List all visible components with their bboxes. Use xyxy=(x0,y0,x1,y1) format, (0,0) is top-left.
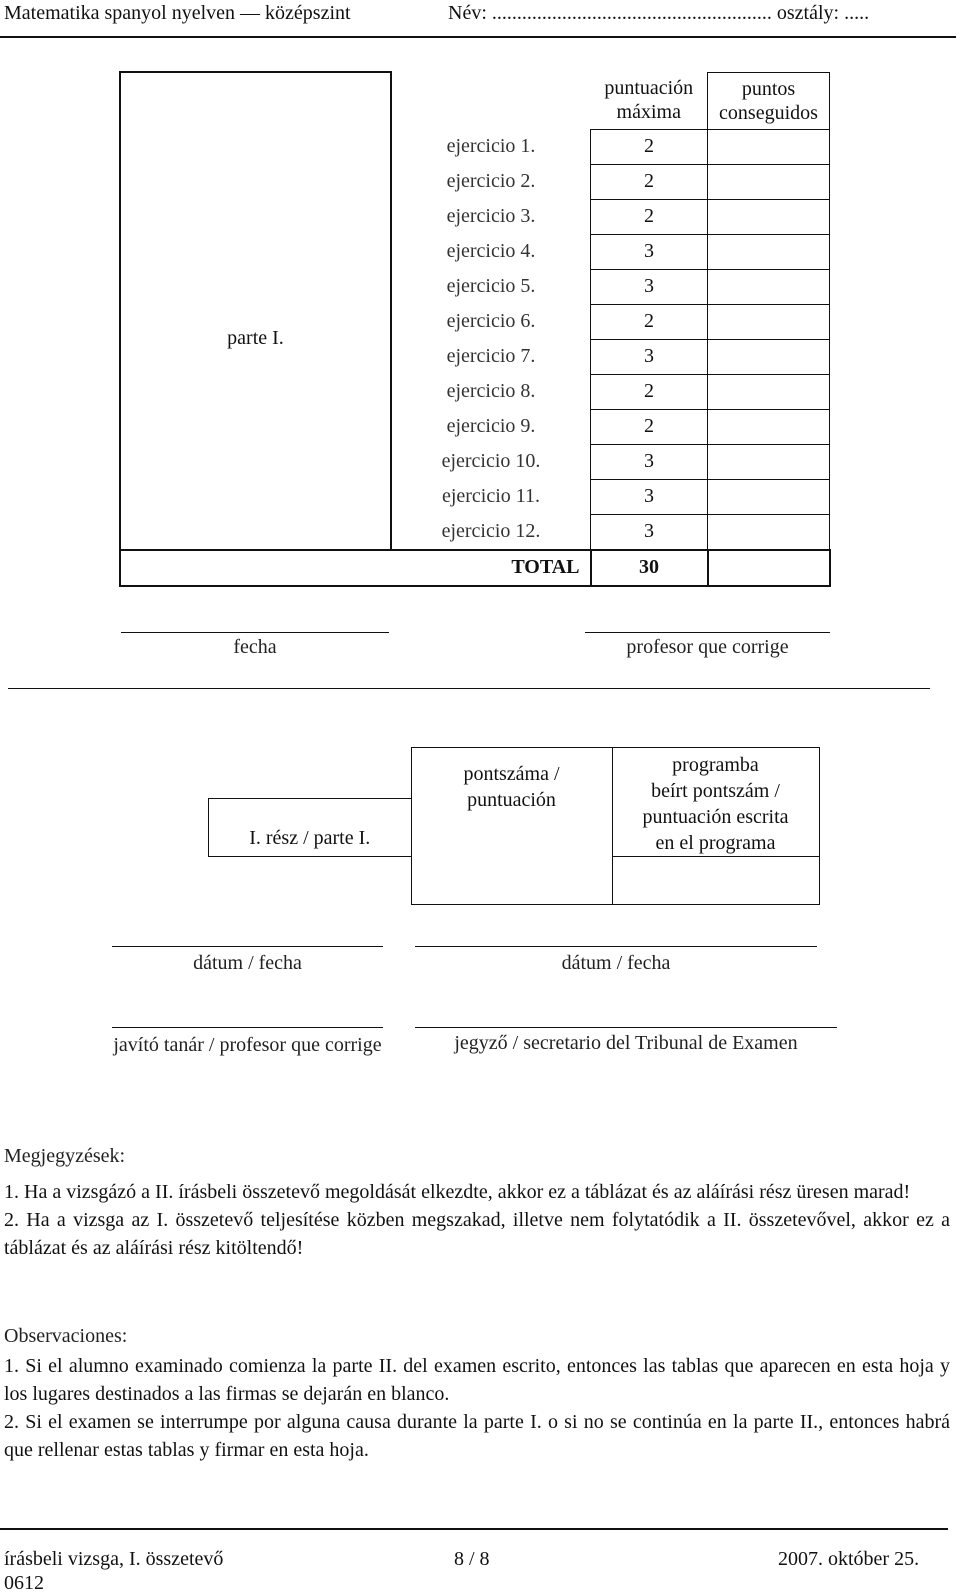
date-signature-line[interactable] xyxy=(121,632,389,633)
rt-col1-header: pontszáma / puntuación xyxy=(411,748,612,857)
exercise-label: ejercicio 6. xyxy=(446,310,536,332)
exercise-label: ejercicio 7. xyxy=(446,345,536,367)
notes-es-2: 2. Si el examen se interrumpe por alguna causa durante la parte I. o si no se continúa en la parte II., entonces habrá que rellenar estas tablas y firmar en esta hoja. xyxy=(4,1411,950,1461)
max-score: 3 xyxy=(591,514,708,550)
exercise-label: ejercicio 2. xyxy=(446,170,536,192)
rt-score-cell[interactable] xyxy=(411,857,612,905)
rt-row-label: I. rész / parte I. xyxy=(209,798,412,856)
col-max-header: puntuación máxima xyxy=(604,77,694,124)
max-score: 3 xyxy=(591,234,708,269)
max-score: 2 xyxy=(591,304,708,339)
teacher-signature-line[interactable] xyxy=(585,632,830,633)
max-score: 2 xyxy=(591,199,708,234)
rt-program-cell[interactable] xyxy=(612,857,819,905)
max-score: 3 xyxy=(591,479,708,514)
section-divider xyxy=(8,688,930,689)
score-input-cell[interactable] xyxy=(708,374,830,409)
max-score: 2 xyxy=(591,374,708,409)
notes-es-1: 1. Si el alumno examinado comienza la parte II. del examen escrito, entonces las tablas que aparecen en esta hoja y los lugares destinados a las firmas se dejarán en blanco. xyxy=(4,1355,950,1405)
notes-hu xyxy=(4,1142,950,1262)
score-input-cell[interactable] xyxy=(708,234,830,269)
col-got-header: puntos conseguidos xyxy=(708,72,830,129)
result-table xyxy=(208,747,820,905)
header-rule xyxy=(0,36,956,38)
score-input-cell[interactable] xyxy=(708,304,830,339)
date-line-right[interactable] xyxy=(415,946,817,947)
header-title: Matematika spanyol nyelven — középszint xyxy=(4,2,351,24)
score-input-cell[interactable] xyxy=(708,514,830,550)
max-score: 2 xyxy=(591,164,708,199)
header-spacer xyxy=(391,72,591,129)
part-label: parte I. xyxy=(227,327,284,350)
notes-hu-title: Megjegyzések: xyxy=(4,1145,126,1167)
total-max: 30 xyxy=(591,550,708,586)
exercise-label: ejercicio 10. xyxy=(441,450,541,472)
rt-blank xyxy=(209,748,412,799)
teacher-caption: profesor que corrige xyxy=(626,636,789,658)
page-header xyxy=(0,0,960,40)
rt-col2-header: programba beírt pontszám / puntuación escrita en el programa xyxy=(612,748,819,857)
score-input-cell[interactable] xyxy=(708,479,830,514)
rt-blank2 xyxy=(209,857,412,905)
part-cell-top xyxy=(120,72,391,129)
date-caption-left: dátum / fecha xyxy=(193,952,302,974)
score-input-cell[interactable] xyxy=(708,129,830,164)
exercise-label: ejercicio 4. xyxy=(446,240,536,262)
teacher-line[interactable] xyxy=(112,1027,383,1028)
score-table xyxy=(119,71,831,587)
date-caption-right: dátum / fecha xyxy=(561,952,671,974)
name-class-field: Név: ........................................................ osztály: ..... xyxy=(448,2,870,24)
max-score: 3 xyxy=(591,339,708,374)
date-line-left[interactable] xyxy=(112,946,383,947)
teacher-caption-2: javító tanár / profesor que corrige xyxy=(113,1034,382,1056)
exercise-label: ejercicio 5. xyxy=(446,275,536,297)
footer-date: 2007. október 25. xyxy=(778,1548,920,1570)
exercise-label: ejercicio 8. xyxy=(446,380,536,402)
max-score: 2 xyxy=(591,129,708,164)
notes-es xyxy=(4,1322,950,1464)
score-input-cell[interactable] xyxy=(708,339,830,374)
score-input-cell[interactable] xyxy=(708,409,830,444)
score-input-cell[interactable] xyxy=(708,269,830,304)
notes-hu-1: 1. Ha a vizsgázó a II. írásbeli összetevő megoldását elkezdte, akkor ez a táblázat és az aláírási rész üresen marad! xyxy=(4,1181,911,1203)
footer-code: 0612 xyxy=(4,1572,44,1594)
exercise-label: ejercicio 9. xyxy=(446,415,536,437)
footer-page: 8 / 8 xyxy=(454,1548,490,1570)
score-input-cell[interactable] xyxy=(708,199,830,234)
secretary-line[interactable] xyxy=(415,1027,837,1028)
exercise-label: ejercicio 11. xyxy=(441,485,541,507)
part-label-cell xyxy=(120,129,391,550)
exercise-label: ejercicio 3. xyxy=(446,205,536,227)
footer-left: írásbeli vizsga, I. összetevő xyxy=(4,1548,224,1570)
max-score: 3 xyxy=(591,444,708,479)
footer-rule xyxy=(0,1528,948,1530)
score-input-cell[interactable] xyxy=(708,164,830,199)
notes-es-title: Observaciones: xyxy=(4,1325,128,1347)
total-input-cell[interactable] xyxy=(708,550,830,586)
notes-hu-2: 2. Ha a vizsga az I. összetevő teljesítése közben megszakad, illetve nem folytatódik a II. összetevővel, akkor ez a táblázat és az aláírási rész kitöltendő! xyxy=(4,1209,950,1259)
date-caption: fecha xyxy=(233,636,277,658)
max-score: 2 xyxy=(591,409,708,444)
secretary-caption: jegyző / secretario del Tribunal de Examen xyxy=(454,1032,798,1054)
total-label: TOTAL xyxy=(120,550,591,586)
score-input-cell[interactable] xyxy=(708,444,830,479)
exercise-label: ejercicio 1. xyxy=(446,135,536,157)
exercise-label: ejercicio 12. xyxy=(441,519,541,542)
max-score: 3 xyxy=(591,269,708,304)
